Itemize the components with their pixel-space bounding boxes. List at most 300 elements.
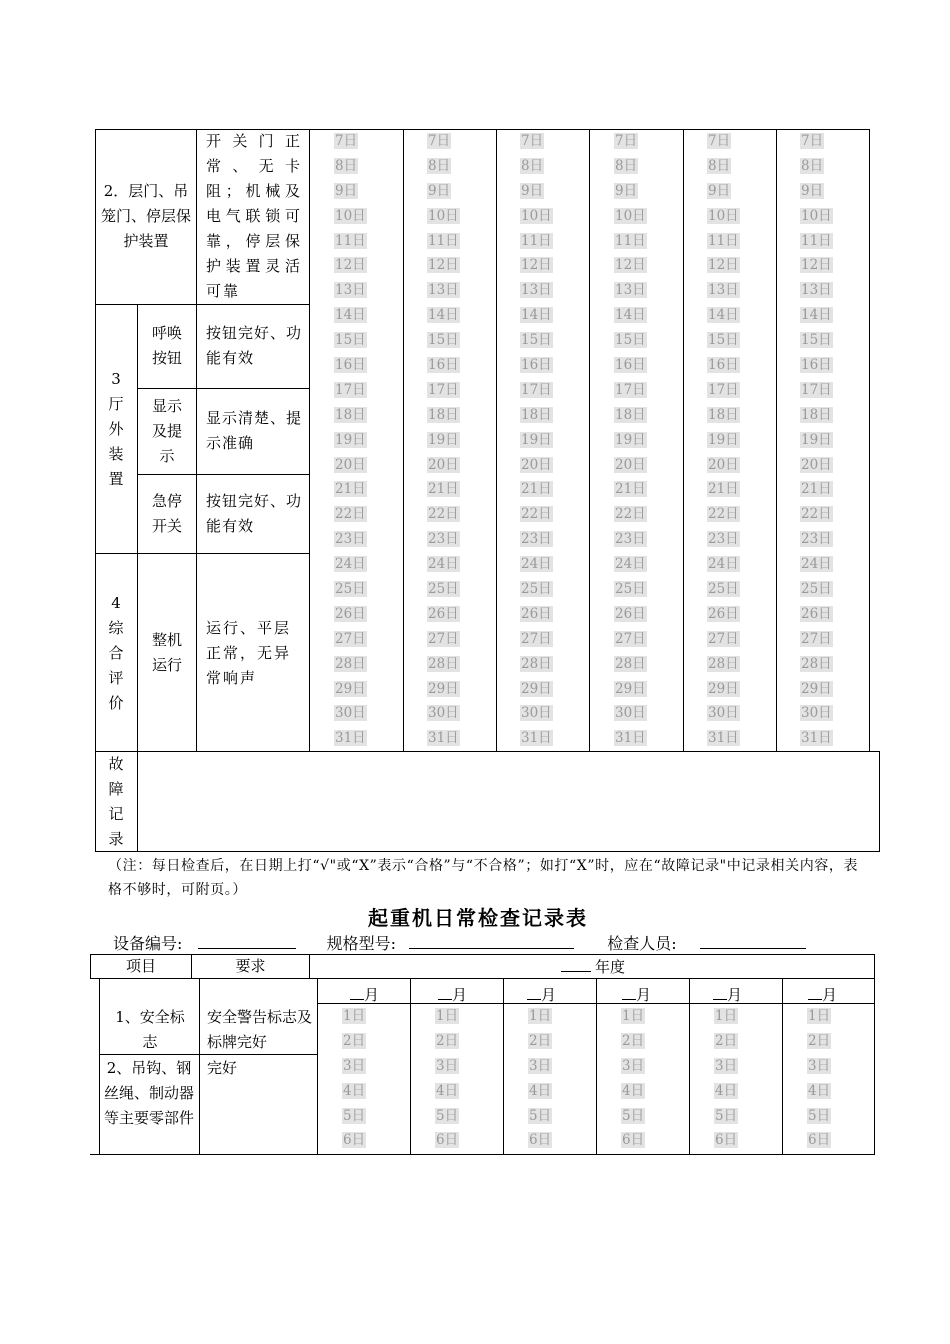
day-label: 30日 xyxy=(708,705,739,722)
day-checkbox[interactable] xyxy=(800,403,833,428)
day-label: 9日 xyxy=(335,182,358,199)
day-label: 8日 xyxy=(335,157,358,174)
fault-record-label: 故障记录 xyxy=(108,755,124,848)
day-label: 27日 xyxy=(335,630,366,647)
day-checkbox[interactable] xyxy=(520,353,553,378)
day-checkbox[interactable] xyxy=(707,303,740,328)
day-checkbox[interactable] xyxy=(342,1079,366,1104)
day-checkbox[interactable] xyxy=(427,403,460,428)
day-label: 5日 xyxy=(715,1107,738,1124)
day-checkbox[interactable] xyxy=(707,726,740,751)
day-label: 13日 xyxy=(335,282,366,299)
day-checkbox[interactable] xyxy=(520,253,553,278)
day-checkbox[interactable] xyxy=(714,1004,738,1029)
day-label: 19日 xyxy=(335,431,366,448)
month-header-1: 月 xyxy=(350,982,379,1005)
day-label: 10日 xyxy=(428,207,459,224)
day-label: 4日 xyxy=(808,1082,831,1099)
day-checkbox[interactable] xyxy=(427,229,460,254)
day-checkbox[interactable] xyxy=(707,677,740,702)
day-checkbox[interactable] xyxy=(800,627,833,652)
day-checkbox[interactable] xyxy=(520,229,553,254)
day-checkbox[interactable] xyxy=(714,1104,738,1129)
day-checkbox[interactable] xyxy=(800,453,833,478)
day-checkbox[interactable] xyxy=(807,1029,831,1054)
day-label: 20日 xyxy=(521,456,552,473)
day-checkbox[interactable] xyxy=(528,1029,552,1054)
day-label: 11日 xyxy=(335,232,366,249)
day-label: 2日 xyxy=(808,1032,831,1049)
month-blank[interactable] xyxy=(808,982,822,1000)
day-label: 24日 xyxy=(801,556,832,573)
day-checkbox[interactable] xyxy=(427,378,460,403)
day-checkbox[interactable] xyxy=(528,1128,552,1153)
day-label: 7日 xyxy=(335,133,358,149)
fault-record-field[interactable] xyxy=(138,752,878,851)
day-checkbox[interactable] xyxy=(334,602,367,627)
day-checkbox[interactable] xyxy=(800,253,833,278)
day-checkbox[interactable] xyxy=(334,229,367,254)
day-checkbox[interactable] xyxy=(614,652,647,677)
day-checkbox[interactable] xyxy=(528,1054,552,1079)
day-checkbox[interactable] xyxy=(800,701,833,726)
day-checkbox[interactable] xyxy=(707,253,740,278)
month-header-4: 月 xyxy=(622,982,651,1005)
day-label: 8日 xyxy=(708,157,731,174)
day-label: 19日 xyxy=(708,431,739,448)
day-checkbox[interactable] xyxy=(800,229,833,254)
day-checkbox[interactable] xyxy=(427,627,460,652)
day-label: 2日 xyxy=(343,1032,366,1049)
day-checkbox[interactable] xyxy=(427,204,460,229)
month-blank[interactable] xyxy=(350,982,364,1000)
day-label: 13日 xyxy=(615,282,646,299)
day-label: 14日 xyxy=(708,307,739,324)
day-checkbox[interactable] xyxy=(621,1004,645,1029)
day-label: 20日 xyxy=(615,456,646,473)
req-machine-run: 运行、平层正常，无异常响声 xyxy=(206,619,292,687)
day-checkbox[interactable] xyxy=(614,627,647,652)
day-label: 11日 xyxy=(615,232,646,249)
day-checkbox[interactable] xyxy=(707,129,740,154)
day-checkbox[interactable] xyxy=(800,179,833,204)
day-checkbox[interactable] xyxy=(334,701,367,726)
day-checkbox[interactable] xyxy=(800,154,833,179)
day-checkbox[interactable] xyxy=(334,154,367,179)
day-label: 14日 xyxy=(428,307,459,324)
sub-machine-run: 整机运行 xyxy=(151,631,182,674)
day-checkbox[interactable] xyxy=(427,328,460,353)
day-checkbox[interactable] xyxy=(614,378,647,403)
day-label: 26日 xyxy=(335,605,366,622)
day-label: 25日 xyxy=(521,581,552,598)
day-label: 30日 xyxy=(615,705,646,722)
day-checkbox[interactable] xyxy=(528,1104,552,1129)
day-label: 17日 xyxy=(428,381,459,398)
day-checkbox[interactable] xyxy=(342,1128,366,1153)
day-label: 27日 xyxy=(428,630,459,647)
day-checkbox[interactable] xyxy=(435,1079,459,1104)
day-checkbox[interactable] xyxy=(614,726,647,751)
day-checkbox[interactable] xyxy=(614,602,647,627)
day-label: 20日 xyxy=(801,456,832,473)
day-checkbox[interactable] xyxy=(707,378,740,403)
req-door-protection: 开关门正常、无卡阻；机械及电气联锁可靠，停层保护装置灵活可靠 xyxy=(206,132,302,300)
day-checkbox[interactable] xyxy=(520,403,553,428)
day-checkbox[interactable] xyxy=(621,1054,645,1079)
day-label: 27日 xyxy=(801,630,832,647)
day-checkbox[interactable] xyxy=(520,154,553,179)
day-checkbox[interactable] xyxy=(427,129,460,154)
day-checkbox[interactable] xyxy=(807,1004,831,1029)
day-checkbox[interactable] xyxy=(520,677,553,702)
day-checkbox[interactable] xyxy=(427,677,460,702)
day-label: 15日 xyxy=(335,332,366,349)
day-checkbox[interactable] xyxy=(334,552,367,577)
day-checkbox[interactable] xyxy=(528,1004,552,1029)
day-label: 7日 xyxy=(615,133,638,149)
inspector-field[interactable] xyxy=(700,930,806,949)
day-checkbox[interactable] xyxy=(807,1104,831,1129)
day-checkbox[interactable] xyxy=(614,129,647,154)
day-checkbox[interactable] xyxy=(707,477,740,502)
day-label: 5日 xyxy=(808,1107,831,1124)
day-checkbox[interactable] xyxy=(707,428,740,453)
day-checkbox[interactable] xyxy=(334,527,367,552)
day-checkbox[interactable] xyxy=(800,303,833,328)
day-checkbox[interactable] xyxy=(427,726,460,751)
day-checkbox[interactable] xyxy=(707,229,740,254)
day-checkbox[interactable] xyxy=(707,652,740,677)
day-checkbox[interactable] xyxy=(520,701,553,726)
day-label: 22日 xyxy=(801,506,832,523)
day-checkbox[interactable] xyxy=(707,204,740,229)
day-checkbox[interactable] xyxy=(520,477,553,502)
day-label: 31日 xyxy=(521,730,552,747)
day-checkbox[interactable] xyxy=(800,726,833,751)
day-checkbox[interactable] xyxy=(427,701,460,726)
col-header-item: 项目 xyxy=(125,957,156,975)
day-checkbox[interactable] xyxy=(614,701,647,726)
group-overall-label: 4综合评价 xyxy=(108,594,124,712)
day-checkbox[interactable] xyxy=(614,204,647,229)
day-checkbox[interactable] xyxy=(800,527,833,552)
day2-column-5 xyxy=(714,1004,738,1153)
day-checkbox[interactable] xyxy=(614,527,647,552)
day-label: 5日 xyxy=(436,1107,459,1124)
day-label: 14日 xyxy=(801,307,832,324)
day-checkbox[interactable] xyxy=(800,577,833,602)
day-label: 30日 xyxy=(801,705,832,722)
day-label: 27日 xyxy=(615,630,646,647)
day-checkbox[interactable] xyxy=(807,1054,831,1079)
day-label: 21日 xyxy=(708,481,739,498)
day-label: 23日 xyxy=(801,531,832,548)
day-label: 6日 xyxy=(715,1132,738,1149)
day-checkbox[interactable] xyxy=(427,477,460,502)
day-checkbox[interactable] xyxy=(707,179,740,204)
day-label: 29日 xyxy=(708,680,739,697)
model-field[interactable] xyxy=(409,930,574,949)
day-checkbox[interactable] xyxy=(800,204,833,229)
day-checkbox[interactable] xyxy=(334,428,367,453)
day-checkbox[interactable] xyxy=(807,1128,831,1153)
day-label: 7日 xyxy=(801,133,824,149)
day-checkbox[interactable] xyxy=(427,253,460,278)
day-checkbox[interactable] xyxy=(334,726,367,751)
day-checkbox[interactable] xyxy=(614,453,647,478)
day-checkbox[interactable] xyxy=(614,303,647,328)
day-checkbox[interactable] xyxy=(334,378,367,403)
day-checkbox[interactable] xyxy=(707,552,740,577)
day-checkbox[interactable] xyxy=(707,154,740,179)
day-checkbox[interactable] xyxy=(427,428,460,453)
req-display: 显示清楚、提示准确 xyxy=(206,409,303,452)
day-checkbox[interactable] xyxy=(520,602,553,627)
day-checkbox[interactable] xyxy=(435,1029,459,1054)
day-checkbox[interactable] xyxy=(614,328,647,353)
day-checkbox[interactable] xyxy=(707,627,740,652)
day-label: 19日 xyxy=(521,431,552,448)
day-label: 22日 xyxy=(335,506,366,523)
day-checkbox[interactable] xyxy=(427,577,460,602)
day-label: 28日 xyxy=(615,655,646,672)
day-label: 26日 xyxy=(521,605,552,622)
day-checkbox[interactable] xyxy=(800,677,833,702)
day-label: 14日 xyxy=(521,307,552,324)
day-checkbox[interactable] xyxy=(520,502,553,527)
device-no-field[interactable] xyxy=(198,930,296,949)
day-checkbox[interactable] xyxy=(707,701,740,726)
day-checkbox[interactable] xyxy=(334,353,367,378)
day-label: 11日 xyxy=(708,232,739,249)
day-label: 13日 xyxy=(801,282,832,299)
day-checkbox[interactable] xyxy=(714,1128,738,1153)
day-checkbox[interactable] xyxy=(520,179,553,204)
day-label: 30日 xyxy=(521,705,552,722)
day-checkbox[interactable] xyxy=(807,1079,831,1104)
day-label: 12日 xyxy=(801,257,832,274)
day-label: 8日 xyxy=(801,157,824,174)
day-checkbox[interactable] xyxy=(334,253,367,278)
day-label: 15日 xyxy=(801,332,832,349)
day-label: 7日 xyxy=(708,133,731,149)
day-checkbox[interactable] xyxy=(427,502,460,527)
day-checkbox[interactable] xyxy=(342,1054,366,1079)
day-checkbox[interactable] xyxy=(614,577,647,602)
day-label: 15日 xyxy=(521,332,552,349)
day-label: 8日 xyxy=(428,157,451,174)
day-checkbox[interactable] xyxy=(520,652,553,677)
day-checkbox[interactable] xyxy=(435,1128,459,1153)
day-checkbox[interactable] xyxy=(520,278,553,303)
day-checkbox[interactable] xyxy=(334,477,367,502)
day-checkbox[interactable] xyxy=(342,1029,366,1054)
day-checkbox[interactable] xyxy=(334,328,367,353)
day-checkbox[interactable] xyxy=(334,179,367,204)
day-checkbox[interactable] xyxy=(334,303,367,328)
day-checkbox[interactable] xyxy=(520,726,553,751)
day-label: 17日 xyxy=(335,381,366,398)
day-checkbox[interactable] xyxy=(707,527,740,552)
day2-column-1 xyxy=(342,1004,366,1153)
day-checkbox[interactable] xyxy=(427,303,460,328)
day-checkbox[interactable] xyxy=(334,129,367,154)
day-checkbox[interactable] xyxy=(520,378,553,403)
day-checkbox[interactable] xyxy=(621,1079,645,1104)
day-checkbox[interactable] xyxy=(614,403,647,428)
day-checkbox[interactable] xyxy=(520,527,553,552)
day-label: 18日 xyxy=(801,406,832,423)
day-checkbox[interactable] xyxy=(334,577,367,602)
day-checkbox[interactable] xyxy=(334,627,367,652)
day-label: 2日 xyxy=(622,1032,645,1049)
day-checkbox[interactable] xyxy=(427,453,460,478)
day-checkbox[interactable] xyxy=(435,1054,459,1079)
day-label: 21日 xyxy=(428,481,459,498)
day-checkbox[interactable] xyxy=(520,453,553,478)
day-label: 29日 xyxy=(615,680,646,697)
day-label: 23日 xyxy=(335,531,366,548)
day-label: 6日 xyxy=(808,1132,831,1149)
month-blank[interactable] xyxy=(713,982,727,1000)
day-checkbox[interactable] xyxy=(427,552,460,577)
day-label: 29日 xyxy=(335,680,366,697)
day-label: 16日 xyxy=(801,357,832,374)
day-checkbox[interactable] xyxy=(427,527,460,552)
day-checkbox[interactable] xyxy=(427,278,460,303)
item-door-protection: 2．层门、吊笼门、停层保护装置 xyxy=(100,182,191,250)
day-checkbox[interactable] xyxy=(435,1104,459,1129)
day-checkbox[interactable] xyxy=(520,328,553,353)
day-checkbox[interactable] xyxy=(800,129,833,154)
day-checkbox[interactable] xyxy=(707,577,740,602)
day-checkbox[interactable] xyxy=(714,1079,738,1104)
day-checkbox[interactable] xyxy=(614,229,647,254)
day-checkbox[interactable] xyxy=(334,502,367,527)
day-checkbox[interactable] xyxy=(334,677,367,702)
day-checkbox[interactable] xyxy=(427,652,460,677)
month-blank[interactable] xyxy=(527,982,541,1000)
month-blank[interactable] xyxy=(622,982,636,1000)
day-checkbox[interactable] xyxy=(520,577,553,602)
day-checkbox[interactable] xyxy=(427,353,460,378)
day-checkbox[interactable] xyxy=(614,154,647,179)
day-checkbox[interactable] xyxy=(800,602,833,627)
day-checkbox[interactable] xyxy=(614,278,647,303)
day-label: 9日 xyxy=(801,182,824,199)
day-checkbox[interactable] xyxy=(427,602,460,627)
day-label: 27日 xyxy=(521,630,552,647)
day-checkbox[interactable] xyxy=(800,278,833,303)
day-checkbox[interactable] xyxy=(334,453,367,478)
model-label: 规格型号: xyxy=(326,934,396,953)
day-checkbox[interactable] xyxy=(614,677,647,702)
day-label: 3日 xyxy=(808,1057,831,1074)
day-label: 11日 xyxy=(428,232,459,249)
day-label: 18日 xyxy=(615,406,646,423)
day-checkbox[interactable] xyxy=(621,1104,645,1129)
day-checkbox[interactable] xyxy=(614,428,647,453)
day-checkbox[interactable] xyxy=(800,428,833,453)
day-checkbox[interactable] xyxy=(707,403,740,428)
day-checkbox[interactable] xyxy=(714,1029,738,1054)
day-checkbox[interactable] xyxy=(342,1104,366,1129)
day-checkbox[interactable] xyxy=(520,627,553,652)
day-label: 2日 xyxy=(715,1032,738,1049)
day-label: 12日 xyxy=(615,257,646,274)
day-checkbox[interactable] xyxy=(614,502,647,527)
day-checkbox[interactable] xyxy=(334,652,367,677)
day2-column-6 xyxy=(807,1004,831,1153)
req-emergency-stop: 按钮完好、功能有效 xyxy=(206,492,303,535)
day-checkbox[interactable] xyxy=(334,403,367,428)
day-checkbox[interactable] xyxy=(520,428,553,453)
header-fields xyxy=(113,930,873,952)
footnote: （注：每日检查后，在日期上打“√"或“X”表示“合格”与“不合格”；如打“X”时，应在“故障记录"中记录相关内容，表格不够时，可附页。） xyxy=(108,858,859,898)
day-checkbox[interactable] xyxy=(800,328,833,353)
day-checkbox[interactable] xyxy=(800,652,833,677)
day-checkbox[interactable] xyxy=(800,378,833,403)
day-checkbox[interactable] xyxy=(435,1004,459,1029)
day-label: 20日 xyxy=(428,456,459,473)
year-header xyxy=(561,954,625,979)
day-checkbox[interactable] xyxy=(800,353,833,378)
day-checkbox[interactable] xyxy=(520,303,553,328)
day-checkbox[interactable] xyxy=(528,1079,552,1104)
day-checkbox[interactable] xyxy=(707,502,740,527)
day-label: 16日 xyxy=(428,357,459,374)
day-checkbox[interactable] xyxy=(520,204,553,229)
year-blank[interactable] xyxy=(561,954,591,972)
day-checkbox[interactable] xyxy=(707,328,740,353)
col-header-requirement: 要求 xyxy=(235,957,266,975)
day-label: 26日 xyxy=(615,605,646,622)
day-checkbox[interactable] xyxy=(714,1054,738,1079)
day-checkbox[interactable] xyxy=(334,204,367,229)
day-checkbox[interactable] xyxy=(334,278,367,303)
day-checkbox[interactable] xyxy=(427,179,460,204)
day-checkbox[interactable] xyxy=(800,502,833,527)
day-checkbox[interactable] xyxy=(614,477,647,502)
day-label: 19日 xyxy=(428,431,459,448)
day-checkbox[interactable] xyxy=(800,477,833,502)
day-checkbox[interactable] xyxy=(621,1029,645,1054)
day-label: 4日 xyxy=(436,1082,459,1099)
day-checkbox[interactable] xyxy=(614,253,647,278)
day-checkbox[interactable] xyxy=(707,353,740,378)
day-checkbox[interactable] xyxy=(707,602,740,627)
day-checkbox[interactable] xyxy=(707,453,740,478)
day-label: 26日 xyxy=(708,605,739,622)
day-label: 30日 xyxy=(428,705,459,722)
month-blank[interactable] xyxy=(438,982,452,1000)
day-checkbox[interactable] xyxy=(427,154,460,179)
day-label: 1日 xyxy=(529,1008,552,1024)
day-checkbox[interactable] xyxy=(614,179,647,204)
day-checkbox[interactable] xyxy=(614,353,647,378)
day-label: 21日 xyxy=(521,481,552,498)
day-checkbox[interactable] xyxy=(342,1004,366,1029)
day-checkbox[interactable] xyxy=(621,1128,645,1153)
day-label: 16日 xyxy=(521,357,552,374)
day-label: 28日 xyxy=(521,655,552,672)
day-checkbox[interactable] xyxy=(614,552,647,577)
day-checkbox[interactable] xyxy=(707,278,740,303)
day-checkbox[interactable] xyxy=(520,552,553,577)
day-checkbox[interactable] xyxy=(520,129,553,154)
day-checkbox[interactable] xyxy=(800,552,833,577)
